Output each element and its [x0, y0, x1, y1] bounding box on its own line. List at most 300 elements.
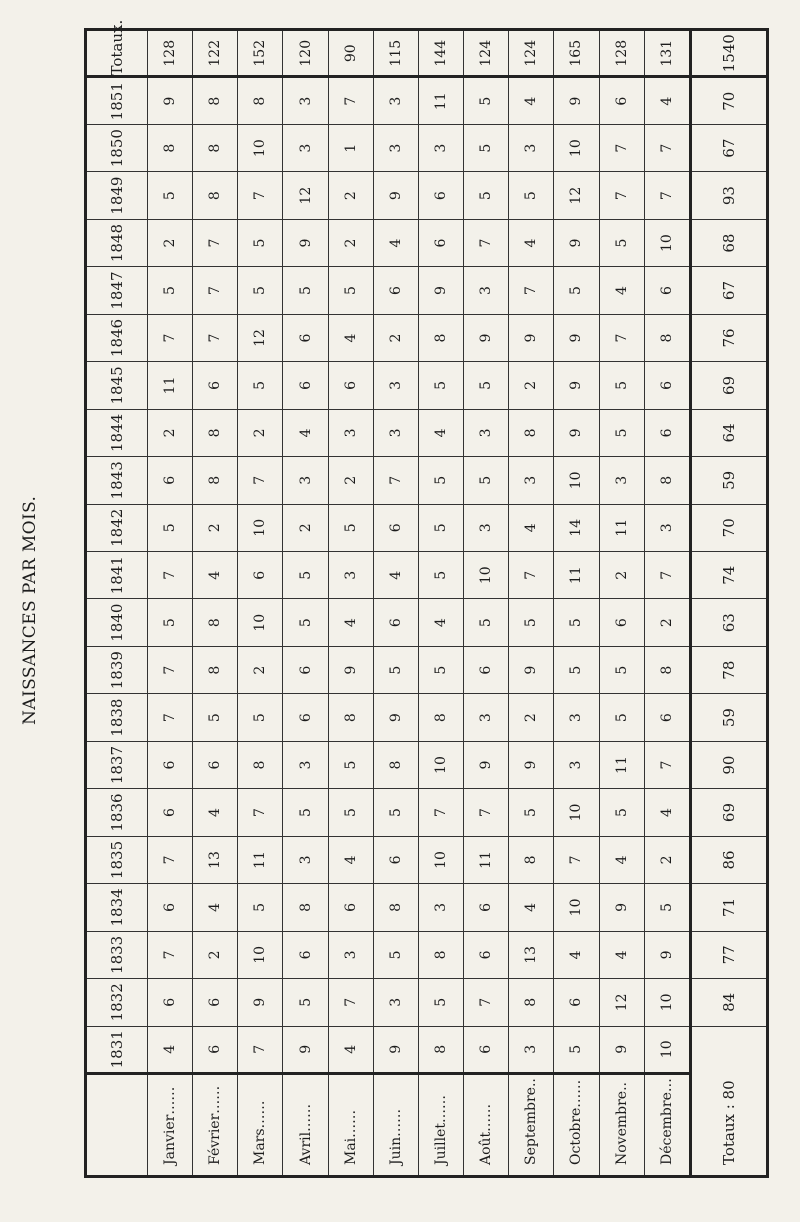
cell-value: 8 — [328, 694, 373, 741]
cell-value: 6 — [148, 979, 193, 1026]
cell-value: 6 — [328, 884, 373, 931]
cell-value: 9 — [509, 314, 554, 361]
cell-value: 8 — [418, 1026, 463, 1073]
cell-value: 10 — [554, 124, 599, 171]
cell-value: 3 — [554, 694, 599, 741]
cell-value: 8 — [509, 979, 554, 1026]
table-row — [509, 30, 554, 1177]
cell-value: 5 — [464, 457, 509, 504]
cell-value: 3 — [464, 694, 509, 741]
cell-value: 4 — [599, 931, 644, 978]
cell-value: 6 — [644, 267, 690, 314]
cell-value: 5 — [283, 552, 328, 599]
cell-value: 4 — [328, 1026, 373, 1073]
page-title: NAISSANCES PAR MOIS. — [20, 495, 40, 725]
year-header: 1841 — [86, 552, 148, 599]
cell-value: 6 — [193, 1026, 238, 1073]
cell-value: 7 — [148, 314, 193, 361]
cell-value: 3 — [554, 741, 599, 788]
cell-value: 5 — [238, 362, 283, 409]
year-total: 63 — [691, 599, 768, 646]
cell-value: 8 — [418, 931, 463, 978]
year-total: 71 — [691, 884, 768, 931]
cell-value: 5 — [464, 77, 509, 124]
cell-value: 5 — [418, 979, 463, 1026]
cell-value: 6 — [418, 172, 463, 219]
cell-value: 6 — [283, 362, 328, 409]
year-header: 1844 — [86, 409, 148, 456]
cell-value: 7 — [328, 77, 373, 124]
cell-value: 3 — [418, 884, 463, 931]
cell-value: 9 — [599, 884, 644, 931]
table-row — [418, 30, 463, 1177]
cell-value: 5 — [373, 646, 418, 693]
cell-value: 3 — [509, 124, 554, 171]
month-label: Décembre… — [644, 1074, 690, 1177]
cell-value: 6 — [418, 219, 463, 266]
cell-value: 2 — [148, 219, 193, 266]
year-total: 59 — [691, 694, 768, 741]
header-row — [86, 30, 148, 1177]
cell-value: 3 — [328, 552, 373, 599]
cell-value: 7 — [238, 789, 283, 836]
cell-value: 5 — [283, 599, 328, 646]
cell-value: 10 — [554, 457, 599, 504]
cell-value: 2 — [328, 172, 373, 219]
cell-value: 3 — [418, 124, 463, 171]
year-header: 1839 — [86, 646, 148, 693]
year-total: 69 — [691, 362, 768, 409]
year-total: 67 — [691, 267, 768, 314]
month-label: Octobre…… — [554, 1074, 599, 1177]
cell-value: 10 — [554, 884, 599, 931]
cell-value: 4 — [418, 409, 463, 456]
cell-value: 3 — [283, 124, 328, 171]
cell-value: 7 — [599, 314, 644, 361]
cell-value: 6 — [373, 599, 418, 646]
row-total: 124 — [509, 30, 554, 77]
year-header: 1842 — [86, 504, 148, 551]
cell-value: 9 — [418, 267, 463, 314]
cell-value: 11 — [464, 836, 509, 883]
cell-value: 6 — [148, 884, 193, 931]
year-total: 90 — [691, 741, 768, 788]
cell-value: 5 — [464, 599, 509, 646]
cell-value: 8 — [238, 77, 283, 124]
cell-value: 5 — [328, 741, 373, 788]
year-header: 1843 — [86, 457, 148, 504]
cell-value: 10 — [644, 979, 690, 1026]
cell-value: 14 — [554, 504, 599, 551]
cell-value: 6 — [193, 362, 238, 409]
cell-value: 10 — [238, 124, 283, 171]
cell-value: 7 — [464, 219, 509, 266]
year-total: 70 — [691, 504, 768, 551]
cell-value: 6 — [644, 694, 690, 741]
cell-value: 6 — [599, 599, 644, 646]
cell-value: 6 — [193, 979, 238, 1026]
cell-value: 7 — [148, 836, 193, 883]
cell-value: 7 — [464, 979, 509, 1026]
year-header: 1847 — [86, 267, 148, 314]
cell-value: 8 — [193, 77, 238, 124]
cell-value: 3 — [464, 267, 509, 314]
cell-value: 9 — [599, 1026, 644, 1073]
cell-value: 6 — [283, 314, 328, 361]
year-header: 1837 — [86, 741, 148, 788]
totals-row — [691, 30, 768, 1177]
cell-value: 8 — [644, 314, 690, 361]
cell-value: 6 — [283, 931, 328, 978]
cell-value: 1 — [328, 124, 373, 171]
year-header: 1845 — [86, 362, 148, 409]
cell-value: 2 — [283, 504, 328, 551]
year-header: 1848 — [86, 219, 148, 266]
cell-value: 4 — [509, 884, 554, 931]
year-total: 84 — [691, 979, 768, 1026]
year-header: 1835 — [86, 836, 148, 883]
cell-value: 3 — [644, 504, 690, 551]
cell-value: 7 — [238, 457, 283, 504]
cell-value: 7 — [599, 124, 644, 171]
cell-value: 9 — [509, 646, 554, 693]
cell-value: 2 — [644, 599, 690, 646]
cell-value: 9 — [644, 931, 690, 978]
table-row — [464, 30, 509, 1177]
cell-value: 10 — [644, 1026, 690, 1073]
cell-value: 6 — [373, 504, 418, 551]
cell-value: 7 — [238, 1026, 283, 1073]
row-total: 131 — [644, 30, 690, 77]
row-total: 165 — [554, 30, 599, 77]
cell-value: 11 — [148, 362, 193, 409]
year-total: 59 — [691, 457, 768, 504]
cell-value: 6 — [148, 741, 193, 788]
cell-value: 3 — [373, 362, 418, 409]
cell-value: 5 — [418, 646, 463, 693]
cell-value: 2 — [328, 457, 373, 504]
cell-value: 4 — [328, 599, 373, 646]
year-total: 69 — [691, 789, 768, 836]
cell-value: 9 — [554, 77, 599, 124]
table-row — [283, 30, 328, 1177]
row-total: 90 — [328, 30, 373, 77]
cell-value: 4 — [193, 884, 238, 931]
cell-value: 5 — [599, 409, 644, 456]
cell-value: 5 — [328, 789, 373, 836]
year-header: 1833 — [86, 931, 148, 978]
cell-value: 9 — [283, 219, 328, 266]
year-header: 1834 — [86, 884, 148, 931]
cell-value: 7 — [328, 979, 373, 1026]
cell-value: 7 — [644, 172, 690, 219]
year-total: 74 — [691, 552, 768, 599]
cell-value: 8 — [644, 457, 690, 504]
cell-value: 7 — [554, 836, 599, 883]
cell-value: 5 — [283, 979, 328, 1026]
cell-value: 4 — [148, 1026, 193, 1073]
cell-value: 5 — [148, 267, 193, 314]
cell-value: 9 — [373, 694, 418, 741]
cell-value: 7 — [644, 124, 690, 171]
cell-value: 2 — [644, 836, 690, 883]
table-row — [328, 30, 373, 1177]
cell-value: 12 — [283, 172, 328, 219]
cell-value: 7 — [238, 172, 283, 219]
cell-value: 6 — [328, 362, 373, 409]
cell-value: 3 — [328, 931, 373, 978]
cell-value: 6 — [373, 836, 418, 883]
cell-value: 5 — [509, 789, 554, 836]
cell-value: 7 — [418, 789, 463, 836]
cell-value: 8 — [418, 694, 463, 741]
cell-value: 10 — [418, 741, 463, 788]
year-header: 1832 — [86, 979, 148, 1026]
cell-value: 5 — [599, 694, 644, 741]
cell-value: 13 — [509, 931, 554, 978]
cell-value: 4 — [373, 219, 418, 266]
year-header: 1850 — [86, 124, 148, 171]
cell-value: 3 — [283, 741, 328, 788]
cell-value: 4 — [599, 836, 644, 883]
year-header: 1846 — [86, 314, 148, 361]
cell-value: 10 — [554, 789, 599, 836]
cell-value: 6 — [464, 646, 509, 693]
cell-value: 8 — [193, 124, 238, 171]
cell-value: 11 — [599, 504, 644, 551]
cell-value: 11 — [554, 552, 599, 599]
cell-value: 6 — [193, 741, 238, 788]
cell-value: 9 — [509, 741, 554, 788]
year-total: 93 — [691, 172, 768, 219]
cell-value: 4 — [328, 314, 373, 361]
cell-value: 4 — [418, 599, 463, 646]
cell-value: 8 — [193, 457, 238, 504]
cell-value: 3 — [373, 77, 418, 124]
cell-value: 5 — [418, 362, 463, 409]
cell-value: 2 — [238, 409, 283, 456]
table-row — [644, 30, 690, 1177]
row-total: 115 — [373, 30, 418, 77]
rotated-table-frame — [84, 19, 769, 1178]
cell-value: 5 — [373, 931, 418, 978]
cell-value: 7 — [644, 552, 690, 599]
cell-value: 3 — [373, 409, 418, 456]
cell-value: 3 — [283, 457, 328, 504]
year-total: 86 — [691, 836, 768, 883]
cell-value: 6 — [238, 552, 283, 599]
cell-value: 7 — [148, 552, 193, 599]
totals-row-label: Totaux : 80 — [691, 1026, 768, 1176]
cell-value: 8 — [193, 599, 238, 646]
cell-value: 5 — [554, 599, 599, 646]
year-total: 78 — [691, 646, 768, 693]
totals-header: Totaux. — [86, 30, 148, 77]
year-header: 1851 — [86, 77, 148, 124]
year-total: 77 — [691, 931, 768, 978]
year-header: 1836 — [86, 789, 148, 836]
cell-value: 7 — [509, 267, 554, 314]
row-total: 124 — [464, 30, 509, 77]
month-label: Juillet…… — [418, 1074, 463, 1177]
cell-value: 6 — [644, 409, 690, 456]
month-label: Janvier…… — [148, 1074, 193, 1177]
table-row — [193, 30, 238, 1177]
cell-value: 7 — [193, 219, 238, 266]
cell-value: 5 — [283, 789, 328, 836]
cell-value: 12 — [554, 172, 599, 219]
cell-value: 6 — [283, 646, 328, 693]
cell-value: 11 — [599, 741, 644, 788]
year-header: 1849 — [86, 172, 148, 219]
cell-value: 5 — [328, 504, 373, 551]
year-total: 67 — [691, 124, 768, 171]
year-header: 1840 — [86, 599, 148, 646]
cell-value: 5 — [238, 219, 283, 266]
cell-value: 9 — [554, 314, 599, 361]
cell-value: 5 — [238, 884, 283, 931]
cell-value: 6 — [599, 77, 644, 124]
table-row — [238, 30, 283, 1177]
cell-value: 12 — [599, 979, 644, 1026]
cell-value: 3 — [464, 409, 509, 456]
cell-value: 6 — [464, 931, 509, 978]
cell-value: 5 — [509, 172, 554, 219]
cell-value: 11 — [418, 77, 463, 124]
cell-value: 8 — [373, 884, 418, 931]
month-label: Août…… — [464, 1074, 509, 1177]
cell-value: 10 — [238, 599, 283, 646]
cell-value: 7 — [148, 931, 193, 978]
cell-value: 9 — [283, 1026, 328, 1073]
cell-value: 5 — [464, 124, 509, 171]
cell-value: 9 — [464, 314, 509, 361]
cell-value: 7 — [193, 267, 238, 314]
cell-value: 8 — [509, 836, 554, 883]
cell-value: 7 — [148, 694, 193, 741]
births-table — [84, 19, 769, 1178]
row-total: 128 — [599, 30, 644, 77]
year-total: 76 — [691, 314, 768, 361]
cell-value: 5 — [373, 789, 418, 836]
cell-value: 2 — [193, 504, 238, 551]
cell-value: 6 — [554, 979, 599, 1026]
month-label: Septembre.. — [509, 1074, 554, 1177]
cell-value: 4 — [283, 409, 328, 456]
cell-value: 7 — [644, 741, 690, 788]
row-total: 152 — [238, 30, 283, 77]
cell-value: 8 — [509, 409, 554, 456]
row-total: 144 — [418, 30, 463, 77]
year-total: 68 — [691, 219, 768, 266]
cell-value: 3 — [283, 836, 328, 883]
year-header: 1838 — [86, 694, 148, 741]
month-label: Avril…… — [283, 1074, 328, 1177]
cell-value: 8 — [193, 409, 238, 456]
cell-value: 2 — [509, 694, 554, 741]
cell-value: 8 — [373, 741, 418, 788]
month-header — [86, 1074, 148, 1177]
cell-value: 2 — [328, 219, 373, 266]
grand-total: 1540 — [691, 30, 768, 77]
cell-value: 5 — [148, 172, 193, 219]
cell-value: 5 — [238, 694, 283, 741]
cell-value: 9 — [148, 77, 193, 124]
cell-value: 5 — [599, 646, 644, 693]
cell-value: 7 — [509, 552, 554, 599]
cell-value: 8 — [644, 646, 690, 693]
row-total: 128 — [148, 30, 193, 77]
cell-value: 4 — [193, 552, 238, 599]
cell-value: 4 — [554, 931, 599, 978]
cell-value: 9 — [464, 741, 509, 788]
cell-value: 9 — [554, 219, 599, 266]
cell-value: 4 — [509, 504, 554, 551]
cell-value: 5 — [238, 267, 283, 314]
cell-value: 7 — [193, 314, 238, 361]
cell-value: 4 — [193, 789, 238, 836]
year-total: 70 — [691, 77, 768, 124]
cell-value: 6 — [644, 362, 690, 409]
cell-value: 8 — [238, 741, 283, 788]
cell-value: 5 — [599, 219, 644, 266]
cell-value: 5 — [554, 1026, 599, 1073]
cell-value: 3 — [509, 457, 554, 504]
table-row — [554, 30, 599, 1177]
cell-value: 6 — [464, 884, 509, 931]
cell-value: 5 — [554, 267, 599, 314]
cell-value: 9 — [328, 646, 373, 693]
cell-value: 4 — [373, 552, 418, 599]
cell-value: 9 — [238, 979, 283, 1026]
cell-value: 10 — [238, 504, 283, 551]
cell-value: 3 — [509, 1026, 554, 1073]
cell-value: 7 — [148, 646, 193, 693]
cell-value: 3 — [373, 124, 418, 171]
cell-value: 5 — [599, 362, 644, 409]
cell-value: 2 — [193, 931, 238, 978]
cell-value: 5 — [283, 267, 328, 314]
table-row — [373, 30, 418, 1177]
cell-value: 3 — [599, 457, 644, 504]
cell-value: 2 — [238, 646, 283, 693]
cell-value: 5 — [599, 789, 644, 836]
cell-value: 8 — [193, 646, 238, 693]
cell-value: 5 — [644, 884, 690, 931]
cell-value: 10 — [644, 219, 690, 266]
cell-value: 9 — [554, 409, 599, 456]
cell-value: 8 — [283, 884, 328, 931]
cell-value: 3 — [373, 979, 418, 1026]
cell-value: 4 — [509, 77, 554, 124]
cell-value: 5 — [148, 599, 193, 646]
cell-value: 4 — [599, 267, 644, 314]
cell-value: 3 — [328, 409, 373, 456]
cell-value: 2 — [148, 409, 193, 456]
cell-value: 8 — [193, 172, 238, 219]
cell-value: 13 — [193, 836, 238, 883]
month-label: Novembre.. — [599, 1074, 644, 1177]
cell-value: 9 — [373, 1026, 418, 1073]
row-total: 122 — [193, 30, 238, 77]
cell-value: 5 — [148, 504, 193, 551]
cell-value: 5 — [328, 267, 373, 314]
year-header: 1831 — [86, 1026, 148, 1073]
cell-value: 9 — [554, 362, 599, 409]
cell-value: 10 — [464, 552, 509, 599]
cell-value: 5 — [464, 362, 509, 409]
cell-value: 6 — [148, 457, 193, 504]
